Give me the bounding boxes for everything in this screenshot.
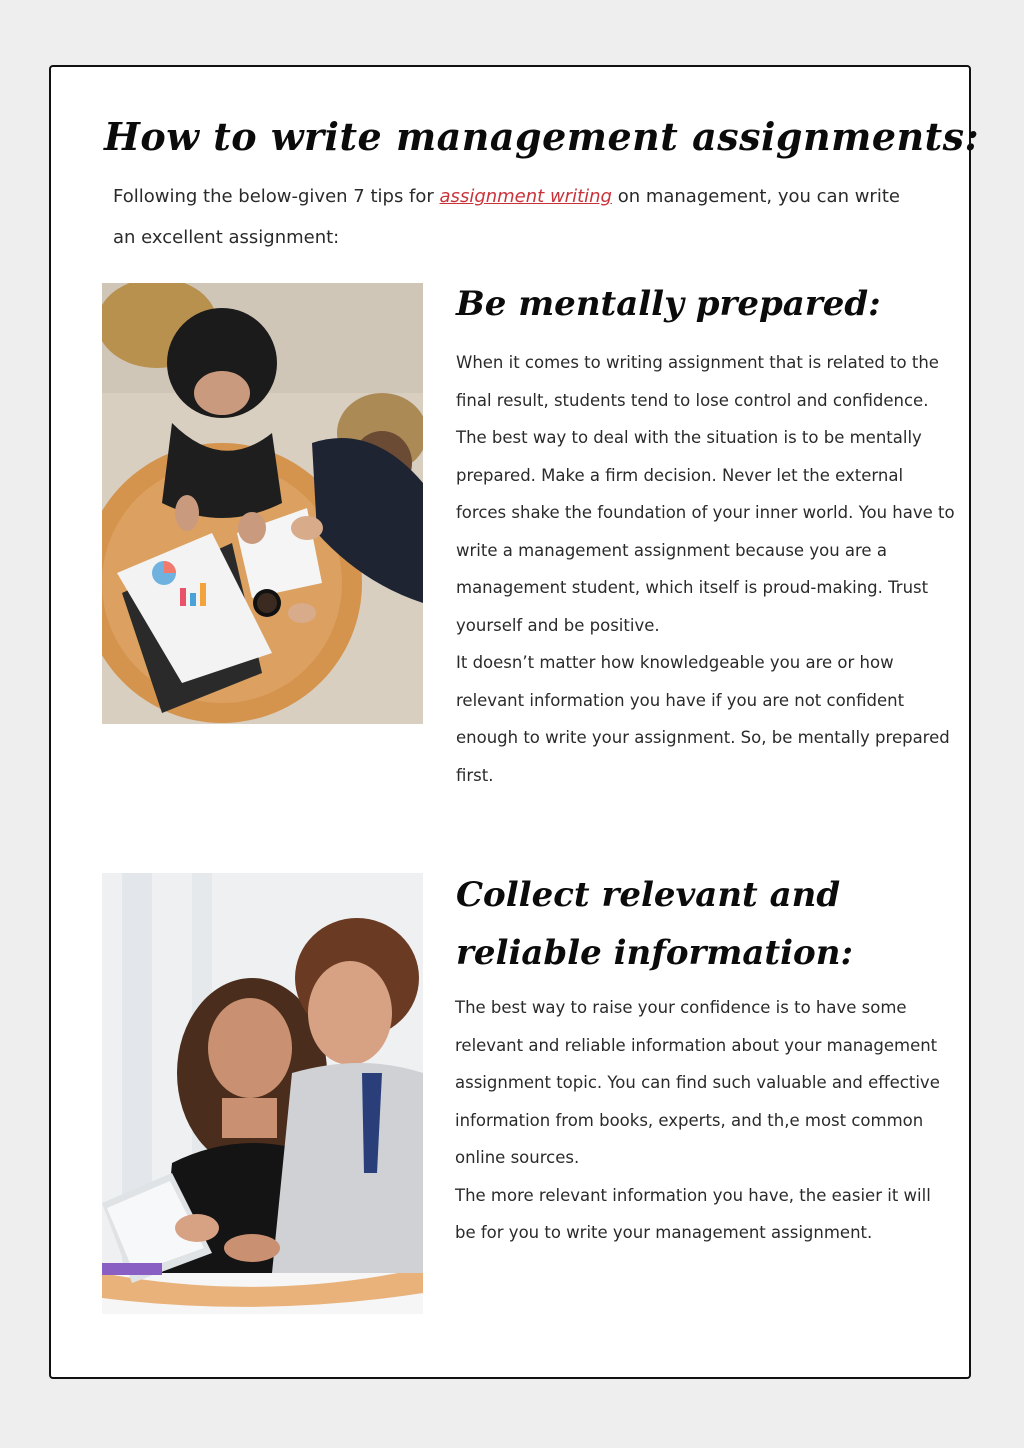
intro-text-end: on management, you can write an excellent assignment: [113, 186, 900, 248]
section-title-mentally-prepared: Be mentally prepared: [456, 284, 881, 324]
meeting-photo [102, 283, 423, 724]
section-title-collect-information: Collect relevant and reliable information: [456, 875, 853, 973]
intro-text-start: Following the below-given 7 tips for [113, 186, 440, 207]
assignment-writing-link[interactable]: assignment writing [439, 186, 612, 207]
page-title: How to write management assignments: [104, 114, 980, 159]
section-body-collect-information [455, 989, 955, 1252]
paragraph: It doesn’t matter how knowledgeable you are or how relevant information you have if you are not confident enough to write your assignment. So, be mentally prepared first. [456, 653, 950, 785]
paragraph: When it comes to writing assignment that is related to the final result, students tend to lose control and confidence. The best way to deal with the situation is to be mentally prepared. Make a firm decision. Never let the external forces shake the foundation of your inner world. You have to write a management assignment because you are a management student, which itself is proud-making. Trust yourself and be positive. [456, 353, 955, 635]
section-body-mentally-prepared [456, 344, 956, 794]
paragraph: The more relevant information you have, the easier it will be for you to write your management assignment. [455, 1185, 931, 1242]
intro-paragraph [113, 176, 913, 258]
people-tablet-photo [102, 873, 423, 1314]
paragraph: The best way to raise your confidence is to have some relevant and reliable information about your management assignment topic. You can find such valuable and effective information from books, experts, and th,e most common online sources. [455, 998, 940, 1167]
